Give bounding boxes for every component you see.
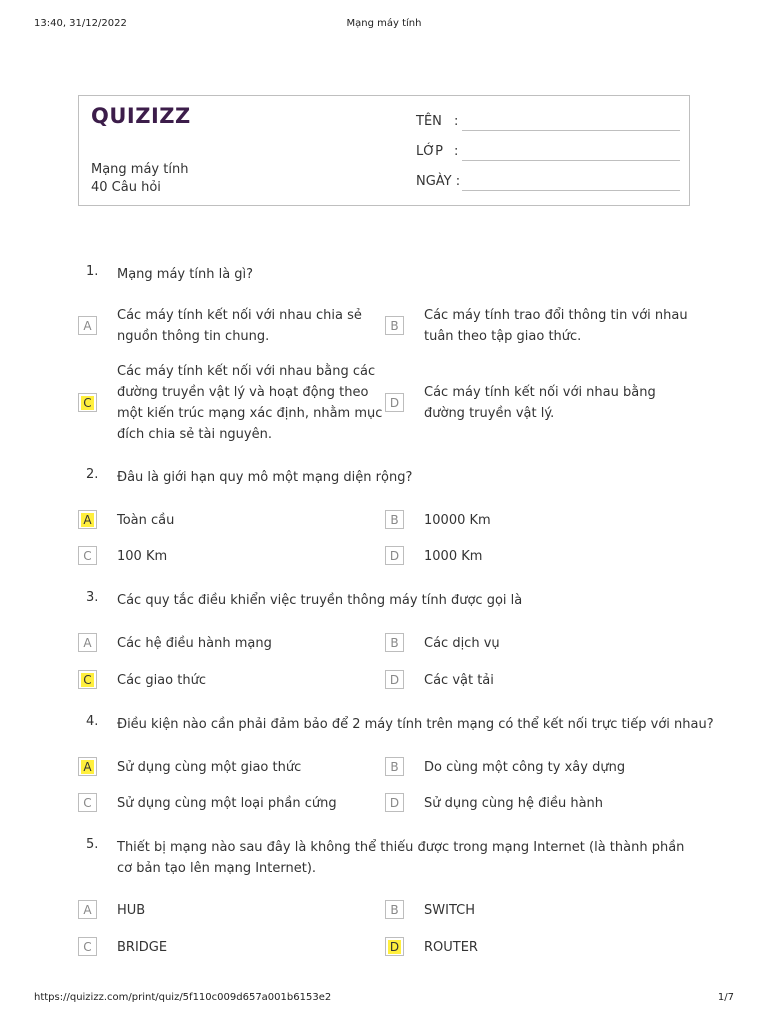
- page-number: 1/7: [717, 992, 734, 1003]
- option-letter: B: [385, 633, 404, 652]
- question-text: Các quy tắc điều khiển việc truyền thông máy tính được gọi là: [117, 593, 523, 608]
- option-letter: C: [78, 546, 97, 565]
- question-number: 1.: [86, 264, 99, 279]
- quizizz-logo: QUIZIZZ: [91, 104, 191, 128]
- date-line: [462, 190, 680, 191]
- question-count: 40 Câu hỏi: [91, 180, 161, 195]
- name-field: [416, 114, 459, 129]
- option-text: Sử dụng cùng một loại phần cứng: [117, 796, 337, 811]
- option-text: Các vật tải: [424, 673, 494, 688]
- option-text: BRIDGE: [117, 940, 168, 955]
- option-letter: A: [78, 900, 97, 919]
- option-letter-correct: C: [78, 670, 97, 689]
- option-text: Sử dụng cùng một giao thức: [117, 760, 302, 775]
- question-number: 5.: [86, 837, 99, 852]
- option-letter-correct: A: [78, 510, 97, 529]
- option-letter: D: [385, 393, 404, 412]
- print-datetime: 13:40, 31/12/2022: [34, 18, 127, 29]
- option-text: ROUTER: [424, 940, 478, 955]
- question-text: Thiết bị mạng nào sau đây là không thể thiếu được trong mạng Internet (là thành phần cơ bản tạo lên mạng Internet).: [117, 840, 685, 876]
- option-letter-correct: D: [385, 937, 404, 956]
- option-letter: C: [78, 793, 97, 812]
- option-text: Các máy tính kết nối với nhau bằng các đường truyền vật lý và hoạt động theo một kiến trúc mạng xác định, nhằm mục đích chia sẻ tài nguyên.: [117, 364, 383, 442]
- option-text: 10000 Km: [424, 513, 491, 528]
- option-text: SWITCH: [424, 903, 475, 918]
- option-letter: D: [385, 793, 404, 812]
- option-letter: A: [78, 316, 97, 335]
- option-letter: D: [385, 670, 404, 689]
- option-text: Các hệ điều hành mạng: [117, 636, 272, 651]
- option-letter: B: [385, 900, 404, 919]
- quiz-header: [78, 95, 690, 206]
- quiz-title: Mạng máy tính: [91, 162, 189, 177]
- date-field: [416, 174, 460, 189]
- question-text: Điều kiện nào cần phải đảm bảo để 2 máy tính trên mạng có thể kết nối trực tiếp với nhau?: [117, 717, 714, 732]
- option-text: Các máy tính kết nối với nhau bằng đường truyền vật lý.: [424, 385, 656, 421]
- question-number: 3.: [86, 590, 99, 605]
- option-letter: B: [385, 757, 404, 776]
- class-colon: :: [454, 144, 459, 159]
- print-url[interactable]: https://quizizz.com/print/quiz/5f110c009d657a001b6153e2: [34, 992, 332, 1003]
- option-text: Do cùng một công ty xây dựng: [424, 760, 626, 775]
- option-letter: D: [385, 546, 404, 565]
- class-label: LỚP: [416, 144, 443, 159]
- name-label: TÊN: [416, 114, 442, 129]
- option-text: Toàn cầu: [117, 513, 175, 528]
- option-text: Các máy tính trao đổi thông tin với nhau tuân theo tập giao thức.: [424, 308, 688, 344]
- option-letter: A: [78, 633, 97, 652]
- option-text: Các máy tính kết nối với nhau chia sẻ nguồn thông tin chung.: [117, 308, 362, 344]
- name-line: [462, 130, 680, 131]
- option-text: 1000 Km: [424, 549, 483, 564]
- name-colon: :: [454, 114, 459, 129]
- class-line: [462, 160, 680, 161]
- class-field: [416, 144, 459, 159]
- option-text: 100 Km: [117, 549, 168, 564]
- option-text: Các giao thức: [117, 673, 206, 688]
- option-letter: B: [385, 510, 404, 529]
- option-text: Các dịch vụ: [424, 636, 500, 651]
- question-text: Đâu là giới hạn quy mô một mạng diện rộng?: [117, 470, 413, 485]
- option-letter: B: [385, 316, 404, 335]
- date-label: NGÀY :: [416, 174, 461, 189]
- option-text: Sử dụng cùng hệ điều hành: [424, 796, 604, 811]
- question-number: 2.: [86, 467, 99, 482]
- option-letter-correct: A: [78, 757, 97, 776]
- option-letter: C: [78, 937, 97, 956]
- question-number: 4.: [86, 714, 99, 729]
- option-text: HUB: [117, 903, 146, 918]
- question-text: Mạng máy tính là gì?: [117, 267, 254, 282]
- option-letter-correct: C: [78, 393, 97, 412]
- print-doc-title: Mạng máy tính: [346, 18, 422, 29]
